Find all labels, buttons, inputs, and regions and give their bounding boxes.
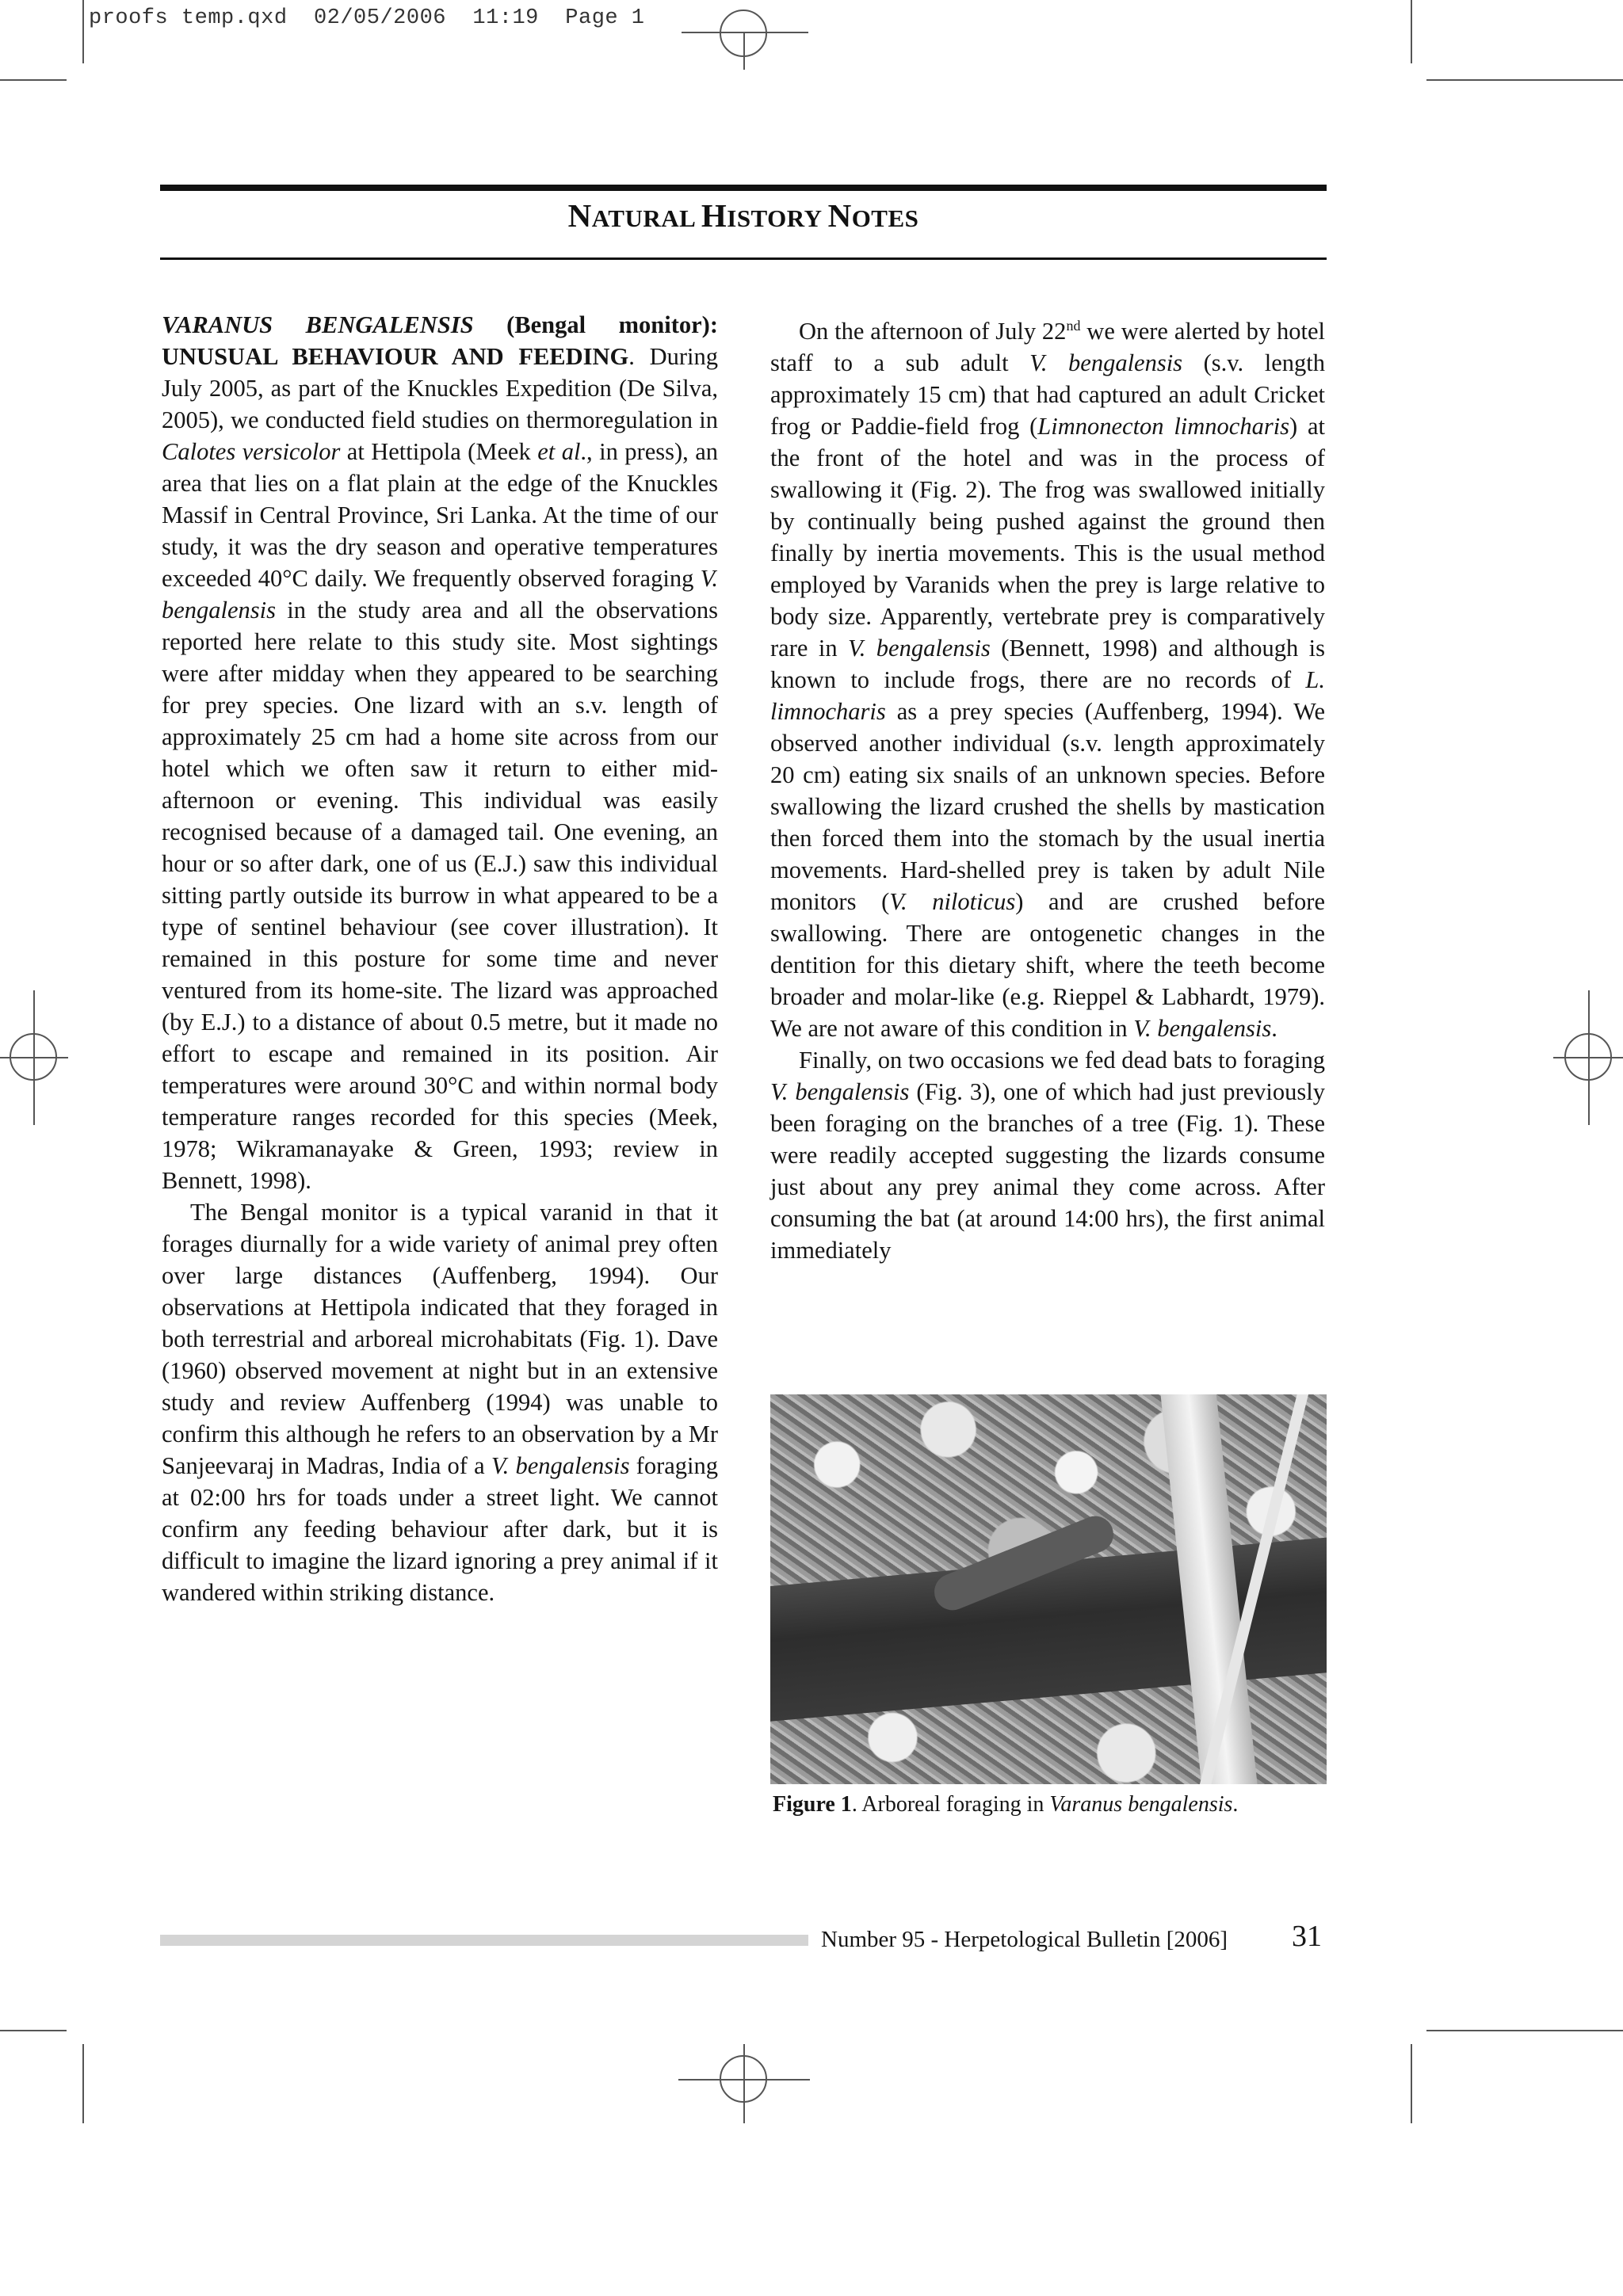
page-number: 31 (1292, 1920, 1322, 1953)
article-paragraph-2: The Bengal monitor is a typical varanid in that it forages diurnally for a wide variety of animal prey often over large distances (Auffenberg, 1994). Our observations at Hettipola indicated that they foraged in both terrestrial and arboreal microhabitats (Fig. 1). Dave (1960) observed movement at night but in an extensive study and review Auffenberg (1994) was unable to confirm this although he refers to an observation by a Mr Sanjeevaraj in Madras, India of a V. bengalensis foraging at 02:00 hrs for toads under a street light. We cannot confirm any feeding behaviour after dark, but it is difficult to imagine the lizard ignoring a prey animal if it wandered within striking distance. (162, 1199, 718, 1606)
article-paragraph-3: On the afternoon of July 22nd we were alerted by hotel staff to a sub adult V. bengalensis (s.v. length approximately 15 cm) that had captured an adult Cricket frog or Paddie-field frog (Limnonecton limnocharis) at the front of the hotel and was in the process of swallowing it (Fig. 2). The frog was swallowed initially by continually being pushed against the ground then finally by inertia movements. This is the usual method employed by Varanids when the prey is large relative to body size. Apparently, vertebrate prey is comparatively rare in V. bengalensis (Bennett, 1998) and although is known to include frogs, there are no records of L. limnocharis as a prey species (Auffenberg, 1994). We observed another individual (s.v. length approximately 20 cm) eating six snails of an unknown species. Before swallowing the lizard crushed the shells by mastication then forced them into the stomach by the usual inertia movements. Hard-shelled prey is taken by adult Nile monitors (V. niloticus) and are crushed before swallowing. There are ontogenetic changes in the dentition for this dietary shift, where the teeth become broader and molar-like (e.g. Rieppel & Labhardt, 1979). We are not aware of this condition in V. bengalensis. (770, 318, 1325, 1042)
right-column (770, 315, 1325, 1266)
printer-slug: proofs temp.qxd 02/05/2006 11:19 Page 1 (89, 6, 645, 30)
left-column (162, 309, 718, 1608)
header-rule-top (160, 185, 1327, 191)
figure-1-caption: Figure 1. Arboreal foraging in Varanus bengalensis. (773, 1792, 1239, 1817)
article-title: VARANUS BENGALENSIS (Bengal monitor): UNUSUAL BEHAVIOUR AND FEEDING (162, 311, 718, 370)
footer-journal: Number 95 - Herpetological Bulletin [2006] (821, 1927, 1228, 1952)
figure-1-photo (770, 1394, 1327, 1784)
section-title: NATURAL HISTORY NOTES (567, 197, 919, 234)
footer-bar (160, 1935, 808, 1946)
article-paragraph-1: VARANUS BENGALENSIS (Bengal monitor): UNUSUAL BEHAVIOUR AND FEEDING. During July 2005, as part of the Knuckles Expedition (De Silva, 2005), we conducted field studies on thermoregulation in Calotes versicolor at Hettipola (Meek et al., in press), an area that lies on a flat plain at the edge of the Knuckles Massif in Central Province, Sri Lanka. At the time of our study, it was the dry season and operative temperatures exceeded 40°C daily. We frequently observed foraging V. bengalensis in the study area and all the observations reported here relate to this study site. Most sightings were after midday when they appeared to be searching for prey species. One lizard with an s.v. length of approximately 25 cm had a home site across from our hotel which we often saw it return to either mid-afternoon or evening. This individual was easily recognised because of a damaged tail. One evening, an hour or so after dark, one of us (E.J.) saw this individual sitting partly outside its burrow in what appeared to be a type of sentinel behaviour (see cover illustration). It remained in this posture for some time and never ventured from its home-site. The lizard was approached (by E.J.) to a distance of about 0.5 metre, but it made no effort to escape and remained in its position. Air temperatures were around 30°C and within normal body temperature ranges recorded for this species (Meek, 1978; Wikramanayake & Green, 1993; review in Bennett, 1998). (162, 311, 718, 1194)
header-rule-bottom (160, 257, 1327, 260)
article-paragraph-4: Finally, on two occasions we fed dead bats to foraging V. bengalensis (Fig. 3), one of which had just previously been foraging on the branches of a tree (Fig. 1). These were readily accepted suggesting the lizards consume just about any prey animal they come across. After consuming the bat (at around 14:00 hrs), the first animal immediately (770, 1047, 1325, 1264)
